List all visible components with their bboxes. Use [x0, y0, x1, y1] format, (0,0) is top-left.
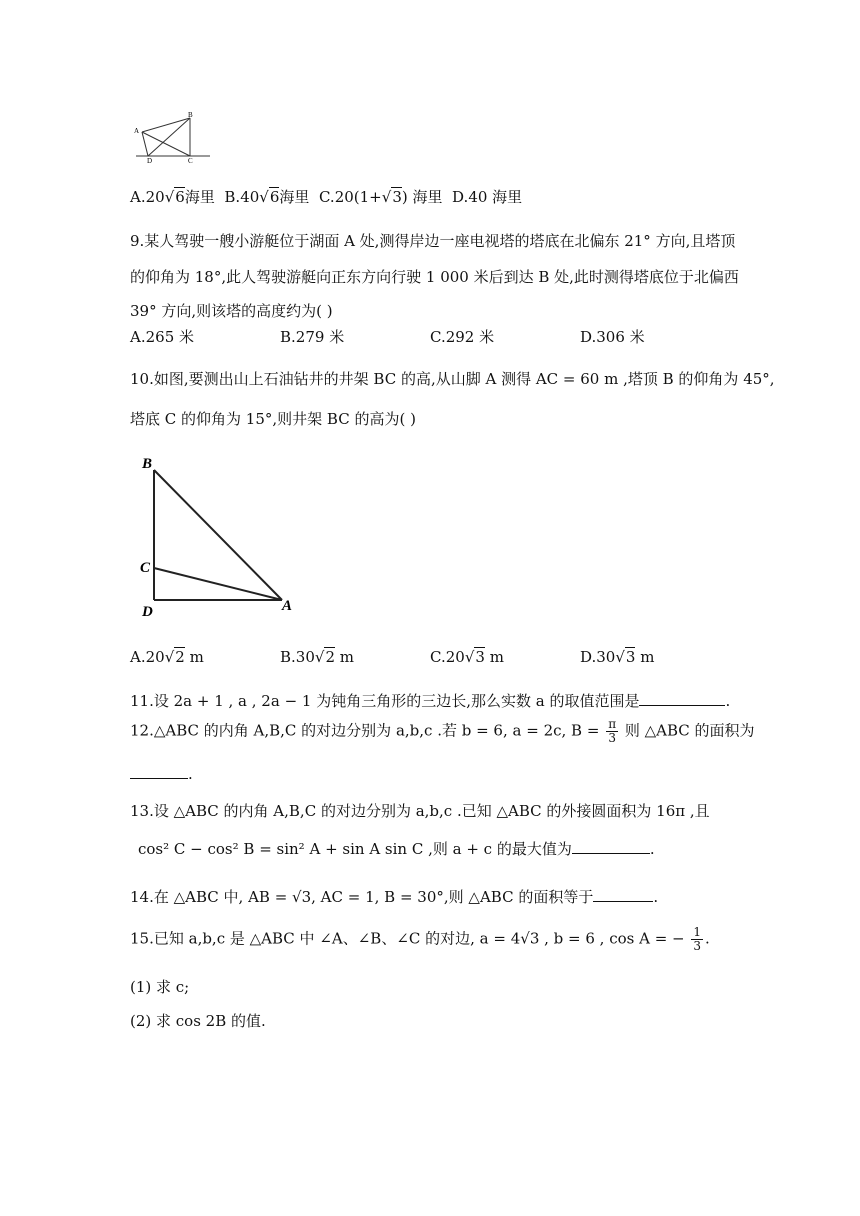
q11	[130, 690, 730, 711]
q10-label-a: A	[282, 598, 293, 614]
q10-line-1: 10.如图,要测出山上石油钻井的井架 BC 的高,从山脚 A 测得 AC = 60 m ,塔顶 B 的仰角为 45°,	[130, 370, 775, 388]
q13-text: cos² C − cos² B = sin² A + sin A sin C ,则 a + c 的最大值为	[138, 840, 572, 858]
q15-sub-1: (1) 求 c;	[130, 978, 190, 996]
q10-figure	[130, 450, 310, 620]
q8-label-b: B	[188, 111, 193, 119]
q8-option-d[interactable]: D.40 海里	[452, 188, 523, 206]
q10-label-d: D	[142, 604, 153, 620]
q13-line-2: cos² C − cos² B = sin² A + sin A sin C ,则 a + c 的最大值为 .	[138, 840, 655, 858]
q15: 15.已知 a,b,c 是 △ABC 中 ∠A、∠B、∠C 的对边, a = 4√3 , b = 6 , cos A = − $\frac{1}{3}$ .	[130, 925, 710, 953]
q14: 14.在 △ABC 中, AB = √3, AC = 1, B = 30°,则 △ABC 的面积等于 .	[130, 888, 659, 906]
q10-option-a[interactable]: A.20√2 m	[130, 648, 204, 666]
q8-options	[130, 186, 522, 207]
q13-line-1: 13.设 △ABC 的内角 A,B,C 的对边分别为 a,b,c .已知 △ABC 的外接圆面积为 16π ,且	[130, 802, 710, 820]
q15-text: 15.已知 a,b,c 是 △ABC 中 ∠A、∠B、∠C 的对边, a = 4√3 , b = 6 , cos A = −	[130, 929, 685, 948]
q10-option-b[interactable]: B.30√2 m	[280, 648, 354, 666]
q8-segment-ac	[142, 132, 190, 156]
q8-figure	[130, 110, 215, 165]
q15-fraction: $\frac{1}{3}$	[693, 925, 702, 953]
q10-line-2: 塔底 C 的仰角为 15°,则井架 BC 的高为( )	[130, 410, 416, 428]
q12-text: 12.△ABC 的内角 A,B,C 的对边分别为 a,b,c .若 b = 6, a = 2c, B =	[130, 721, 600, 740]
q12-line-2: .	[130, 764, 193, 783]
q9-option-b[interactable]: B.279 米	[280, 328, 345, 346]
q14-answer-blank[interactable]	[593, 887, 653, 902]
q11-end: .	[725, 692, 731, 710]
q9-option-a[interactable]: A.265 米	[130, 328, 194, 346]
q10-label-c: C	[140, 560, 151, 576]
q8-label-a: A	[134, 127, 140, 135]
q10-segment-ba	[154, 470, 282, 600]
q8-option-c[interactable]: C.20(1+√3) 海里	[318, 188, 443, 206]
q10-option-c[interactable]: C.20√3 m	[430, 648, 504, 666]
q12-answer-blank[interactable]	[130, 764, 188, 779]
q9-line-2: 的仰角为 18°,此人驾驶游艇向正东方向行驶 1 000 米后到达 B 处,此时测得塔底位于北偏西	[130, 268, 739, 286]
q9-option-d[interactable]: D.306 米	[580, 328, 645, 346]
q13-answer-blank[interactable]	[572, 839, 650, 854]
q8-label-c: C	[188, 157, 193, 165]
q10-label-b: B	[142, 456, 153, 472]
q9-line-1: 9.某人驾驶一艘小游艇位于湖面 A 处,测得岸边一座电视塔的塔底在北偏东 21° 方向,且塔顶	[130, 232, 736, 250]
q8-segment-ad	[142, 132, 148, 156]
q10-option-d[interactable]: D.30√3 m	[580, 648, 655, 666]
q8-option-a[interactable]: A.20√6海里	[130, 188, 215, 206]
q10-segment-ca	[154, 568, 282, 600]
q8-option-b[interactable]: B.40√6海里	[224, 188, 310, 206]
q12-fraction: $\frac{\pi}{3}$	[608, 717, 617, 745]
q14-text: 14.在 △ABC 中, AB = √3, AC = 1, B = 30°,则 △ABC 的面积等于	[130, 888, 594, 906]
q11-answer-blank[interactable]	[639, 691, 725, 706]
q12-text-post: 则 △ABC 的面积为	[624, 721, 755, 740]
q9-option-c[interactable]: C.292 米	[430, 328, 495, 346]
q12	[130, 718, 755, 745]
q8-label-d: D	[147, 157, 153, 165]
q15-sub-2: (2) 求 cos 2B 的值.	[130, 1012, 266, 1030]
q11-text: 11.设 2a + 1 , a , 2a − 1 为钝角三角形的三边长,那么实数 a 的取值范围是	[130, 692, 640, 710]
q9-line-3: 39° 方向,则该塔的高度约为( )	[130, 302, 333, 320]
